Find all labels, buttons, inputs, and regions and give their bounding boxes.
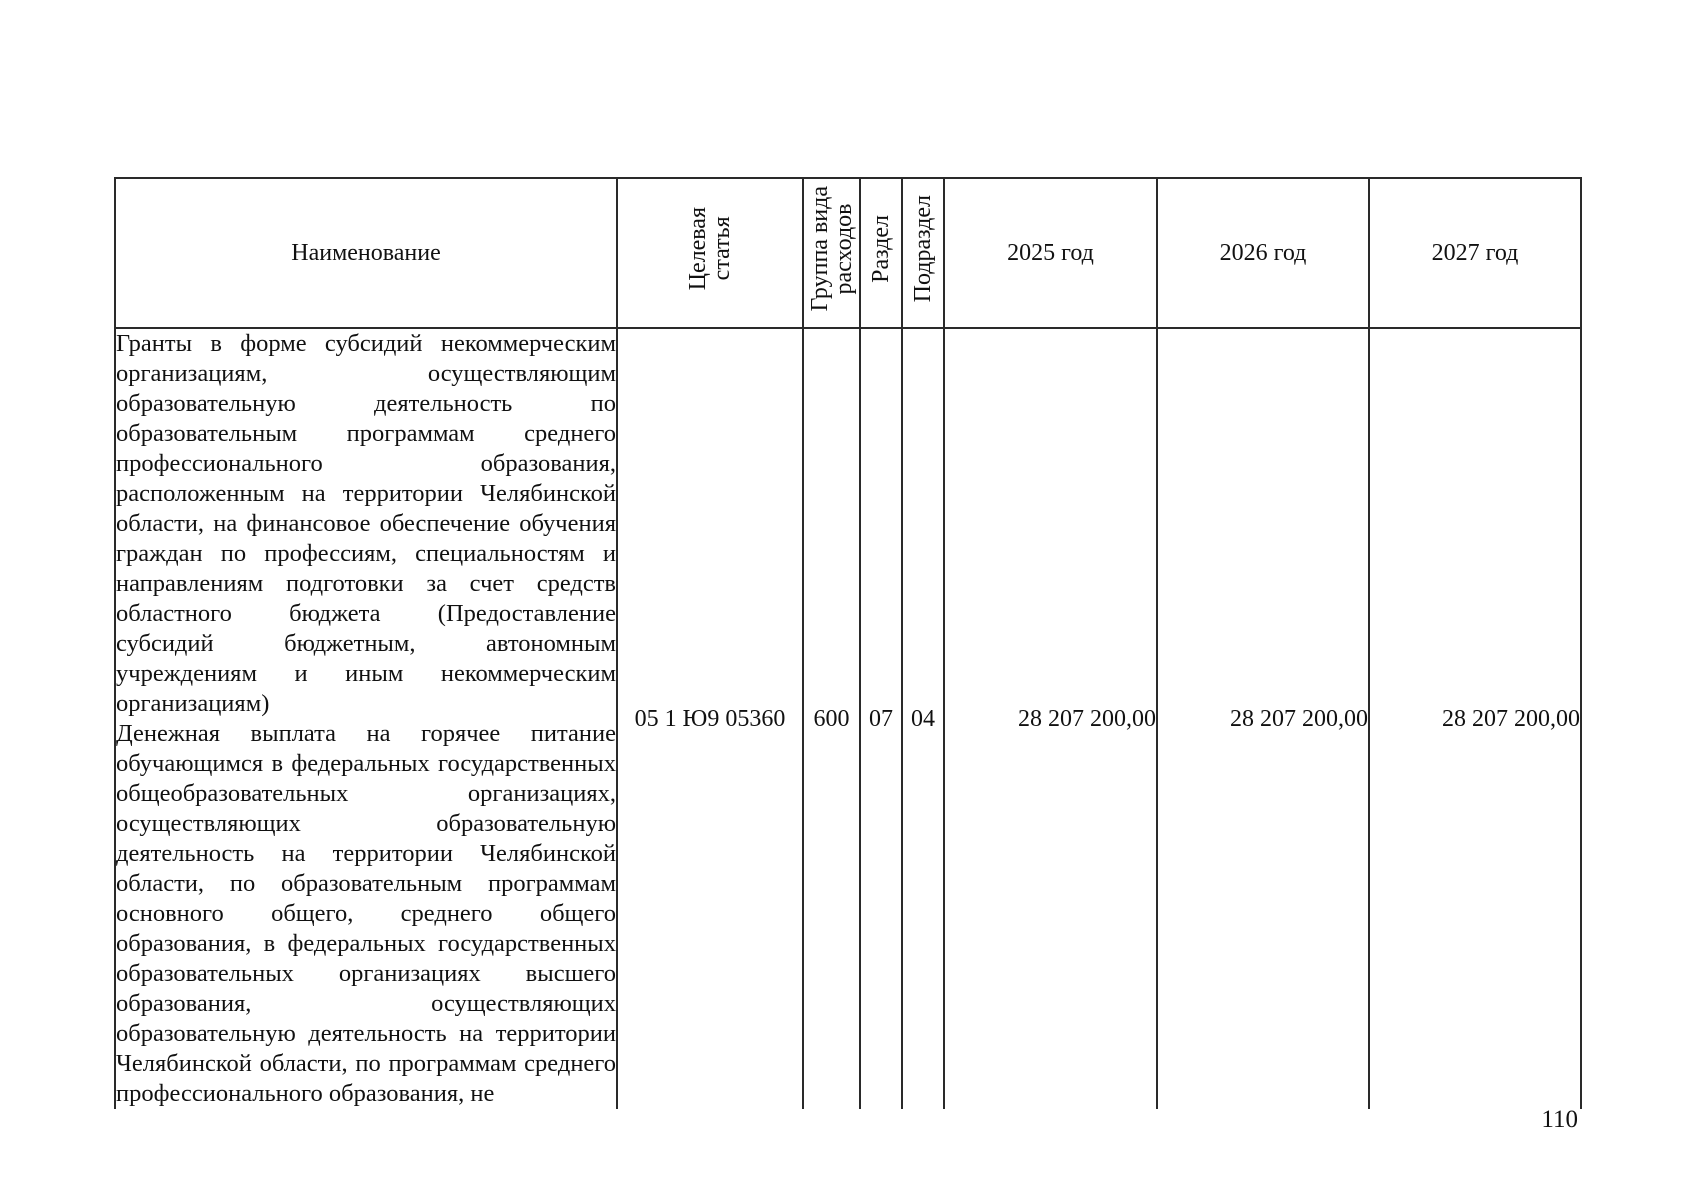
header-row [115,178,1581,328]
row-name-paragraph-2: Денежная выплата на горячее питание обучающимся в федеральных государственных общеобразовательных организациях, осуществляющих образовательную деятельность на территории Челябинской области, по образовательным программам основного общего, среднего общего образования, в федеральных государственных образовательных организациях высшего образования, осуществляющих образовательную деятельность на территории Челябинской области, по программам среднего профессионального образования, не [116,720,616,1107]
row-amount-2026: 28 207 200,00 [1157,328,1369,1109]
header-year-2026 [1157,178,1369,328]
row-section: 07 [860,328,902,1109]
header-name-label: Наименование [291,240,441,266]
header-year-2027-label: 2027 год [1431,240,1519,266]
header-target-article-line-2: статья [709,217,735,281]
row-target-article: 05 1 Ю9 05360 [617,328,803,1109]
row-amount-2025: 28 207 200,00 [944,328,1157,1109]
row-expense-group: 600 [803,328,860,1109]
header-target-article-label [686,207,734,290]
row-name-paragraph-1: Гранты в форме субсидий некоммерческим организациям, осуществляющим образовательную деятельность по образовательным программам среднего профессионального образования, расположенным на территории Челябинской области, на финансовое обеспечение обучения граждан по профессиям, специальностям и направлениям подготовки за счет средств областного бюджета (Предоставление субсидий бюджетным, автономным учреждениям и иным некоммерческим организациям) [116,330,616,717]
header-year-2025 [944,178,1157,328]
page-number: 110 [1541,1106,1578,1133]
header-subsection-label: Подраздел [910,195,936,303]
header-expense-group-label [808,186,856,311]
header-section [860,178,902,328]
header-year-2027 [1369,178,1581,328]
table-row [115,328,1581,1109]
header-section-label: Раздел [868,215,894,283]
header-year-2026-label: 2026 год [1219,240,1307,266]
budget-table [114,177,1582,1109]
header-expense-group-line-2: расходов [830,203,857,295]
header-year-2025-label: 2025 год [1007,240,1094,266]
header-name [115,178,617,328]
header-target-article-line-1: Целевая [685,207,711,291]
header-target-article [617,178,803,328]
header-expense-group-line-1: Группа вида [806,186,833,312]
row-amount-2027: 28 207 200,00 [1369,328,1581,1109]
header-subsection [902,178,944,328]
row-name-cell [115,328,617,1109]
row-subsection: 04 [902,328,944,1109]
header-expense-group [803,178,860,328]
